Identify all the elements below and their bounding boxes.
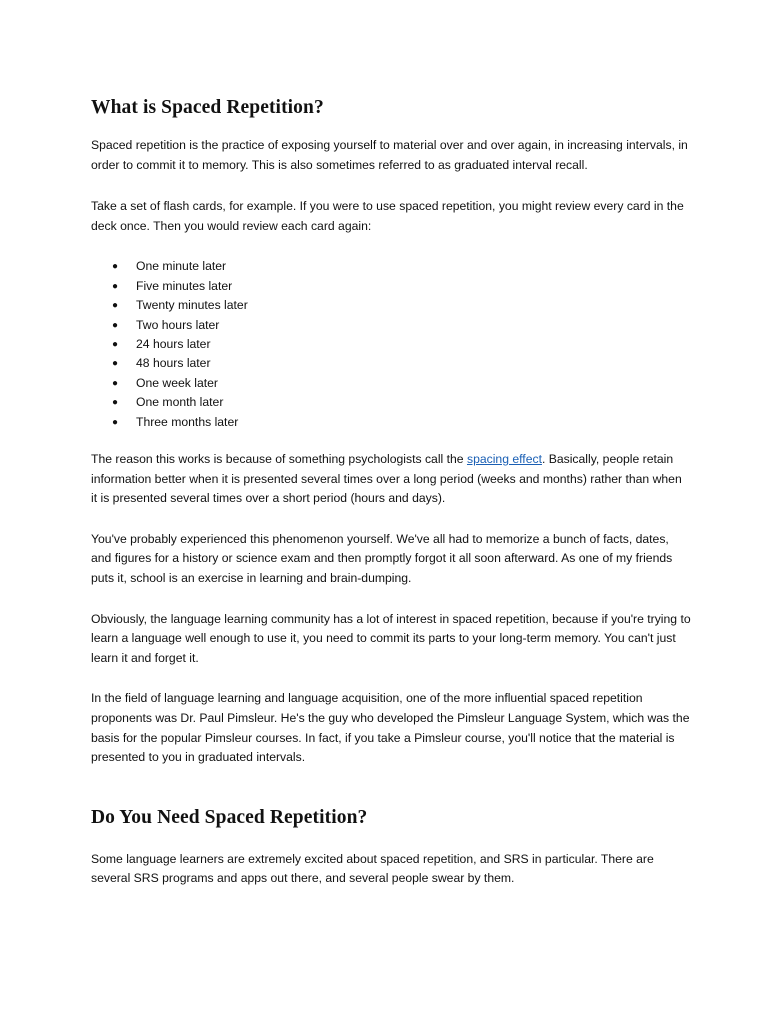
- list-item-text: One month later: [136, 395, 224, 410]
- paragraph-language-learning-community: Obviously, the language learning community has a lot of interest in spaced repetition, because if you're trying to learn a language well enough to use it, you need to commit its parts to your long-term memory. You can't just learn it and forget it.: [91, 611, 691, 665]
- bullet-icon: ●: [112, 319, 119, 331]
- list-item-text: One week later: [136, 375, 218, 390]
- list-item: [91, 296, 691, 315]
- section-heading-do-you-need-spaced-repetition: Do You Need Spaced Repetition?: [91, 806, 368, 828]
- list-item-text: Twenty minutes later: [136, 298, 248, 313]
- bullet-icon: ●: [112, 280, 119, 292]
- bullet-icon: ●: [112, 300, 119, 312]
- list-item: [91, 257, 691, 276]
- bullet-icon: ●: [112, 377, 119, 389]
- paragraph-definition: Spaced repetition is the practice of exposing yourself to material over and over again, in increasing intervals, in order to commit it to memory. This is also sometimes referred to as graduated interval recall.: [91, 138, 688, 172]
- document-page: [91, 94, 691, 889]
- paragraph-text: . Basically, people retain information better when it is presented several times over a long period (weeks and months) rather than when it is presented several times over a short period (hours and days).: [91, 452, 682, 506]
- list-item-text: Three months later: [136, 414, 239, 429]
- list-item: [91, 335, 691, 354]
- list-item-text: One minute later: [136, 259, 227, 274]
- list-item: [91, 393, 691, 412]
- bullet-icon: ●: [112, 416, 119, 428]
- bullet-icon: ●: [112, 397, 119, 409]
- list-item: [91, 413, 691, 432]
- list-item: [91, 354, 691, 373]
- paragraph-spacing-effect: [91, 450, 691, 509]
- bullet-icon: ●: [112, 339, 119, 350]
- paragraph-phenomenon: You've probably experienced this phenomenon yourself. We've all had to memorize a bunch of facts, dates, and figures for a history or science exam and then promptly forgot it all soon afterward. As one of my friends puts it, school is an exercise in learning and brain-dumping.: [91, 531, 673, 585]
- list-item-text: 48 hours later: [136, 356, 211, 371]
- paragraph-srs-programs: Some language learners are extremely excited about spaced repetition, and SRS in particular. There are several SRS programs and apps out there, and several people swear by them.: [91, 851, 654, 886]
- list-item: [91, 316, 691, 335]
- list-item: [91, 277, 691, 296]
- bullet-icon: ●: [112, 358, 119, 370]
- list-item: [91, 374, 691, 393]
- section-heading-what-is-spaced-repetition: What is Spaced Repetition?: [91, 97, 324, 118]
- bullet-icon: ●: [112, 261, 119, 273]
- list-item-text: Five minutes later: [136, 278, 233, 293]
- paragraph-flash-cards-example: Take a set of flash cards, for example. If you were to use spaced repetition, you might review every card in the deck once. Then you would review each card again:: [91, 199, 684, 233]
- paragraph-text: The reason this works is because of something psychologists call the: [91, 452, 467, 467]
- review-interval-list: [91, 257, 691, 432]
- spacing-effect-link[interactable]: spacing effect: [466, 452, 542, 467]
- paragraph-pimsleur: In the field of language learning and language acquisition, one of the more influential spaced repetition proponents was Dr. Paul Pimsleur. He's the guy who developed the Pimsleur Language System, which was the basis for the popular Pimsleur courses. In fact, if you take a Pimsleur course, you'll notice that the material is presented to you in graduated intervals.: [91, 691, 690, 765]
- list-item-text: 24 hours later: [136, 337, 211, 351]
- list-item-text: Two hours later: [136, 317, 220, 332]
